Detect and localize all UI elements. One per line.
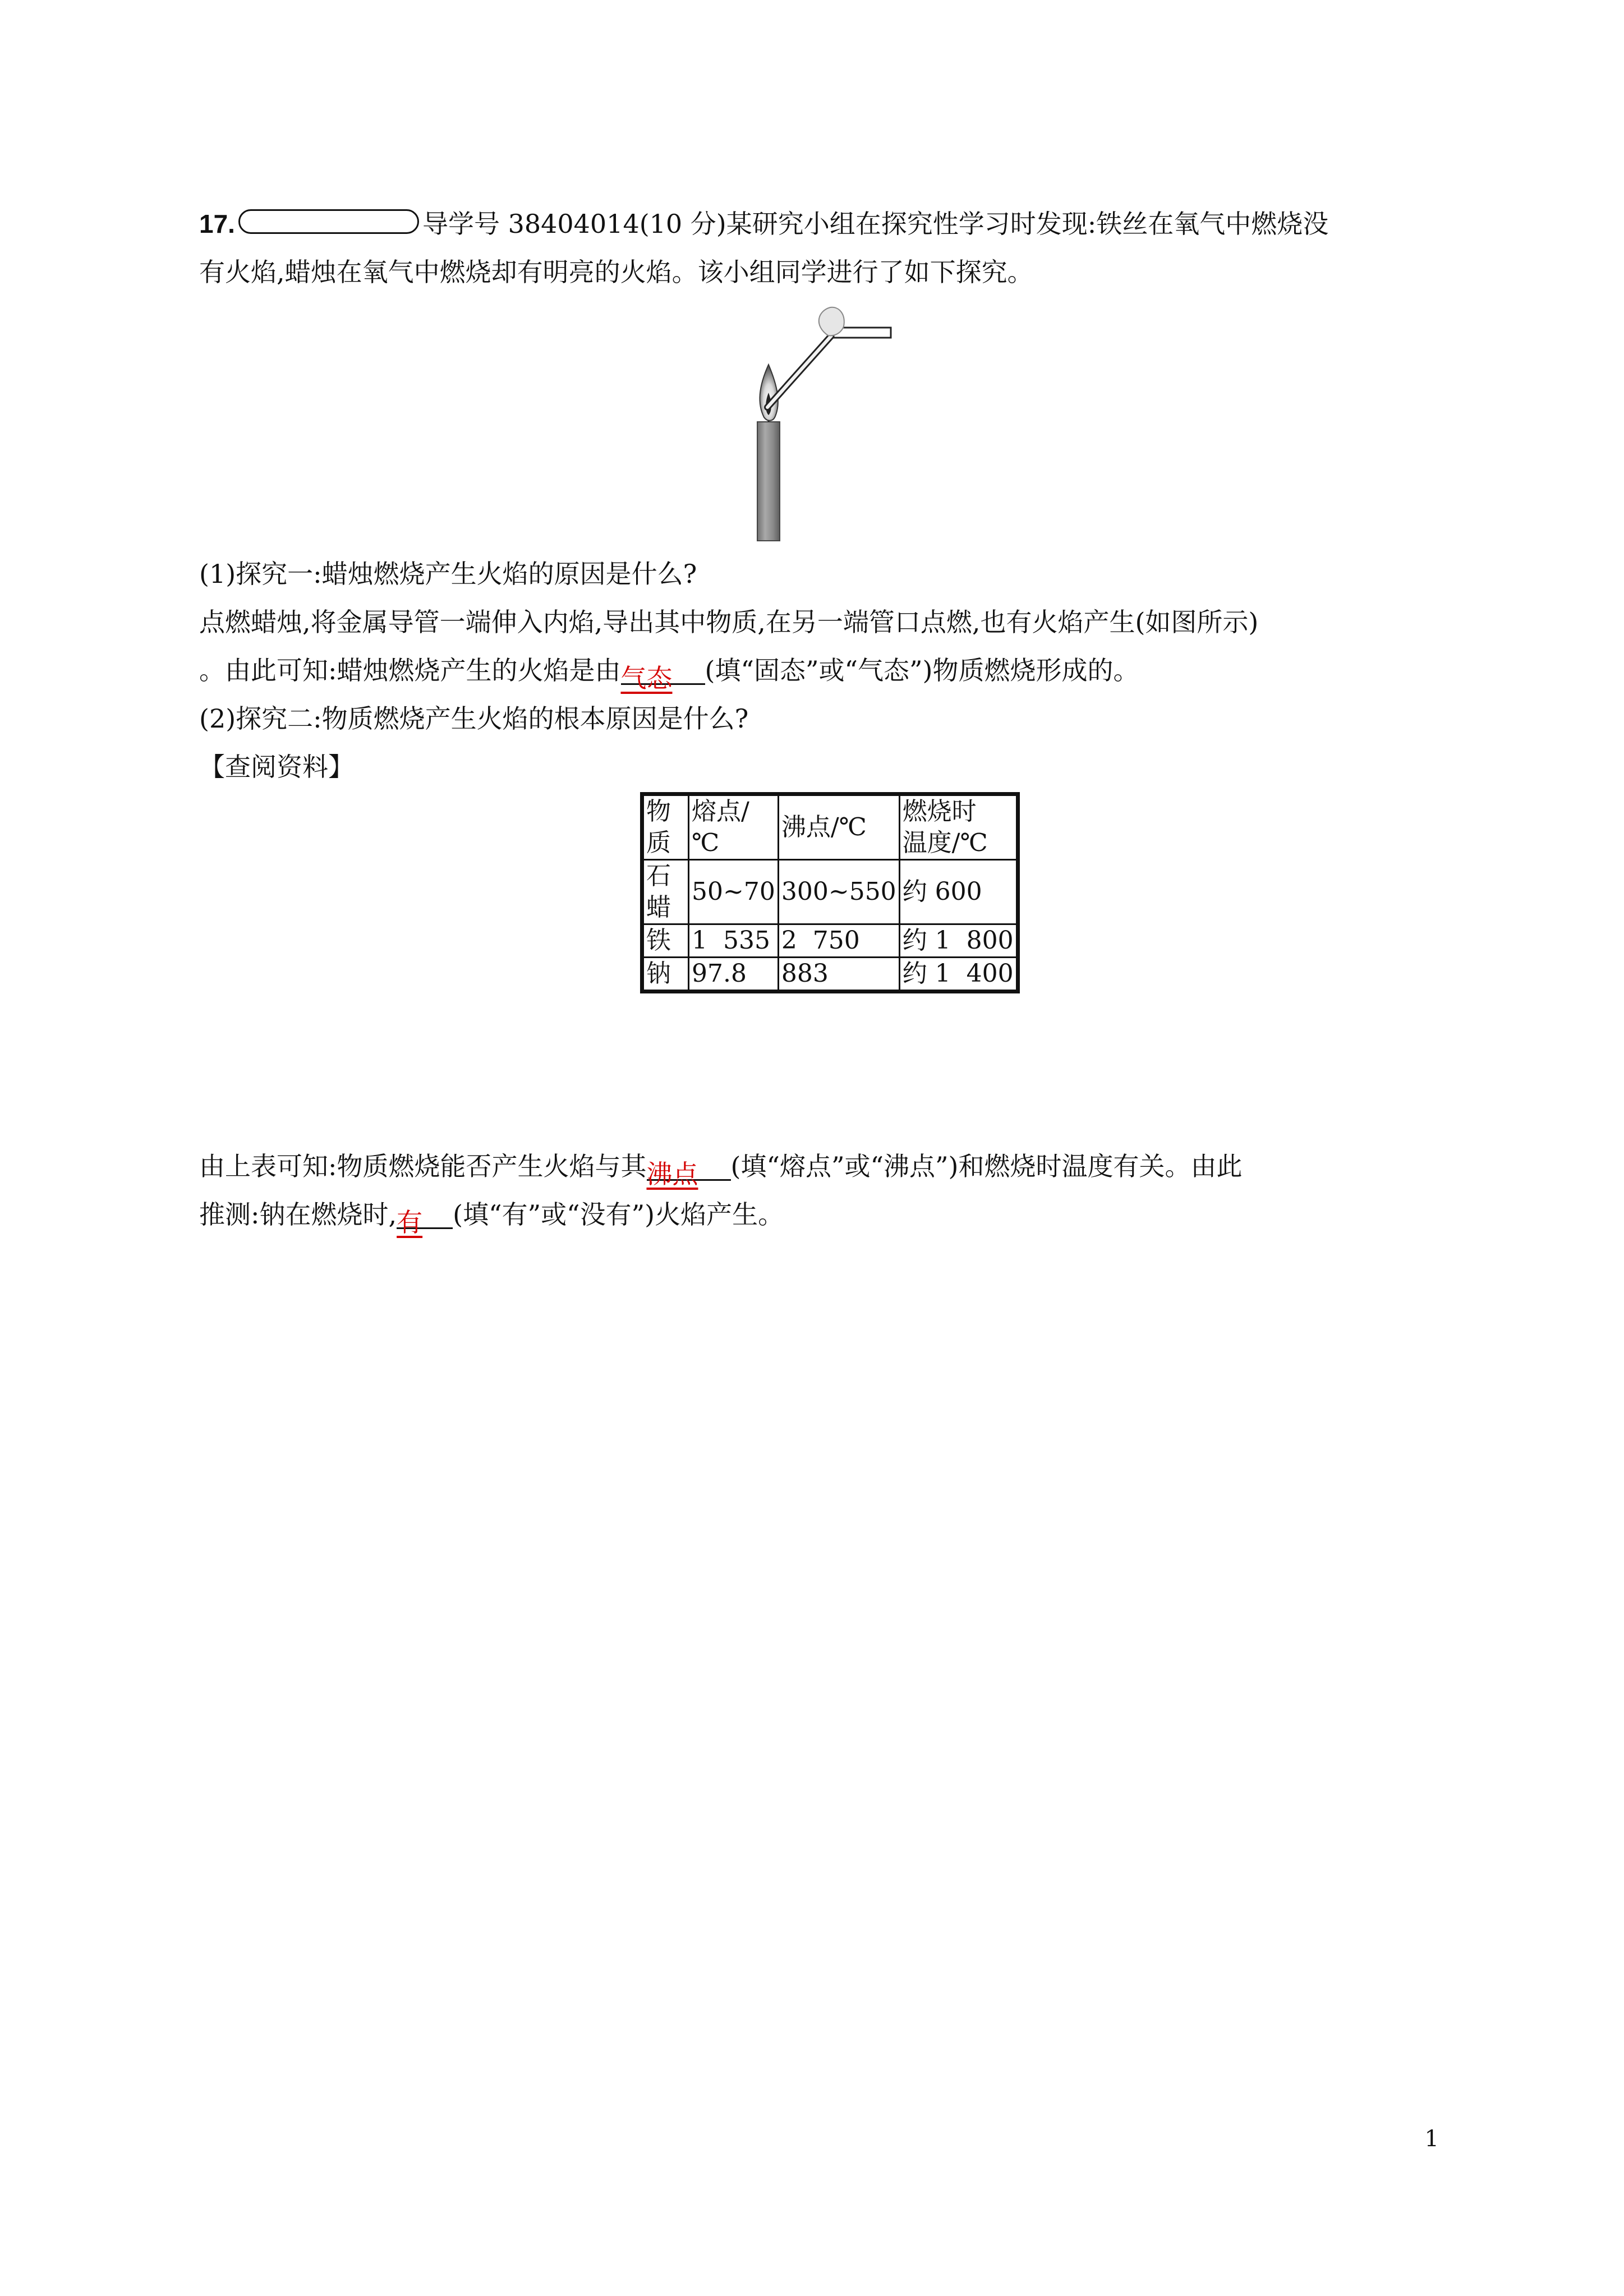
- part2-heading: (2)探究二:物质燃烧产生火焰的根本原因是什么?: [199, 703, 749, 734]
- question-line-1: [199, 200, 1328, 248]
- conclusion-line-2: 推测:钠在燃烧时,有 (填“有”或“没有”)火焰产生。: [199, 1199, 784, 1237]
- table-header-row: [642, 794, 1018, 860]
- cell-boiling: 883: [778, 958, 899, 992]
- answer-blank-3: [397, 1198, 453, 1237]
- cell-melting: 97.8: [689, 958, 779, 992]
- candle-experiment-illustration: [729, 297, 898, 544]
- answer-blank-2: [646, 1150, 731, 1189]
- part1-line-2: 。由此可知:蜡烛燃烧产生的火焰是由气态 (填“固态”或“气态”)物质燃烧形成的。: [199, 655, 1139, 693]
- cell-burn-temp: 约 1 800: [899, 924, 1018, 958]
- cell-boiling: 300~550: [778, 860, 899, 924]
- reference-heading: 【查阅资料】: [199, 752, 354, 782]
- outlet-flame: [819, 307, 844, 335]
- cell-substance: 铁: [642, 924, 689, 958]
- conclusion-line-1: 由上表可知:物质燃烧能否产生火焰与其沸点 (填“熔点”或“沸点”)和燃烧时温度有关。由此: [199, 1151, 1243, 1189]
- page-number: 1: [1424, 2126, 1439, 2152]
- header-substance: 物 质: [642, 794, 689, 860]
- cell-melting: 1 535: [689, 924, 779, 958]
- data-table: [640, 792, 1020, 993]
- part1-line-1: 点燃蜡烛,将金属导管一端伸入内焰,导出其中物质,在另一端管口点燃,也有火焰产生(如图所示): [199, 607, 1259, 637]
- answer-has-flame: 有: [397, 1207, 423, 1237]
- cell-boiling: 2 750: [778, 924, 899, 958]
- header-melting-point: 熔点/ ℃: [689, 794, 779, 860]
- answer-boiling-point: 沸点: [646, 1159, 698, 1189]
- candle-body: [757, 422, 780, 541]
- cell-substance: 钠: [642, 958, 689, 992]
- table-row: [642, 958, 1018, 992]
- answer-gas-state: 气态: [620, 663, 673, 693]
- header-burning-temp: 燃烧时 温度/℃: [899, 794, 1018, 860]
- table-row: [642, 860, 1018, 924]
- cell-burn-temp: 约 600: [899, 860, 1018, 924]
- table-row: [642, 924, 1018, 958]
- cell-substance: 石 蜡: [642, 860, 689, 924]
- question-number: 17.: [199, 209, 235, 238]
- cell-melting: 50~70: [689, 860, 779, 924]
- header-boiling-point: 沸点/℃: [778, 794, 899, 860]
- cell-burn-temp: 约 1 400: [899, 958, 1018, 992]
- guide-number-box: [238, 209, 419, 234]
- question-intro: 导学号 38404014(10 分)某研究小组在探究性学习时发现:铁丝在氧气中燃烧没: [422, 209, 1329, 239]
- question-line-2: 有火焰,蜡烛在氧气中燃烧却有明亮的火焰。该小组同学进行了如下探究。: [199, 257, 1033, 287]
- part1-heading: (1)探究一:蜡烛燃烧产生火焰的原因是什么?: [199, 559, 697, 589]
- answer-blank-1: [620, 654, 705, 693]
